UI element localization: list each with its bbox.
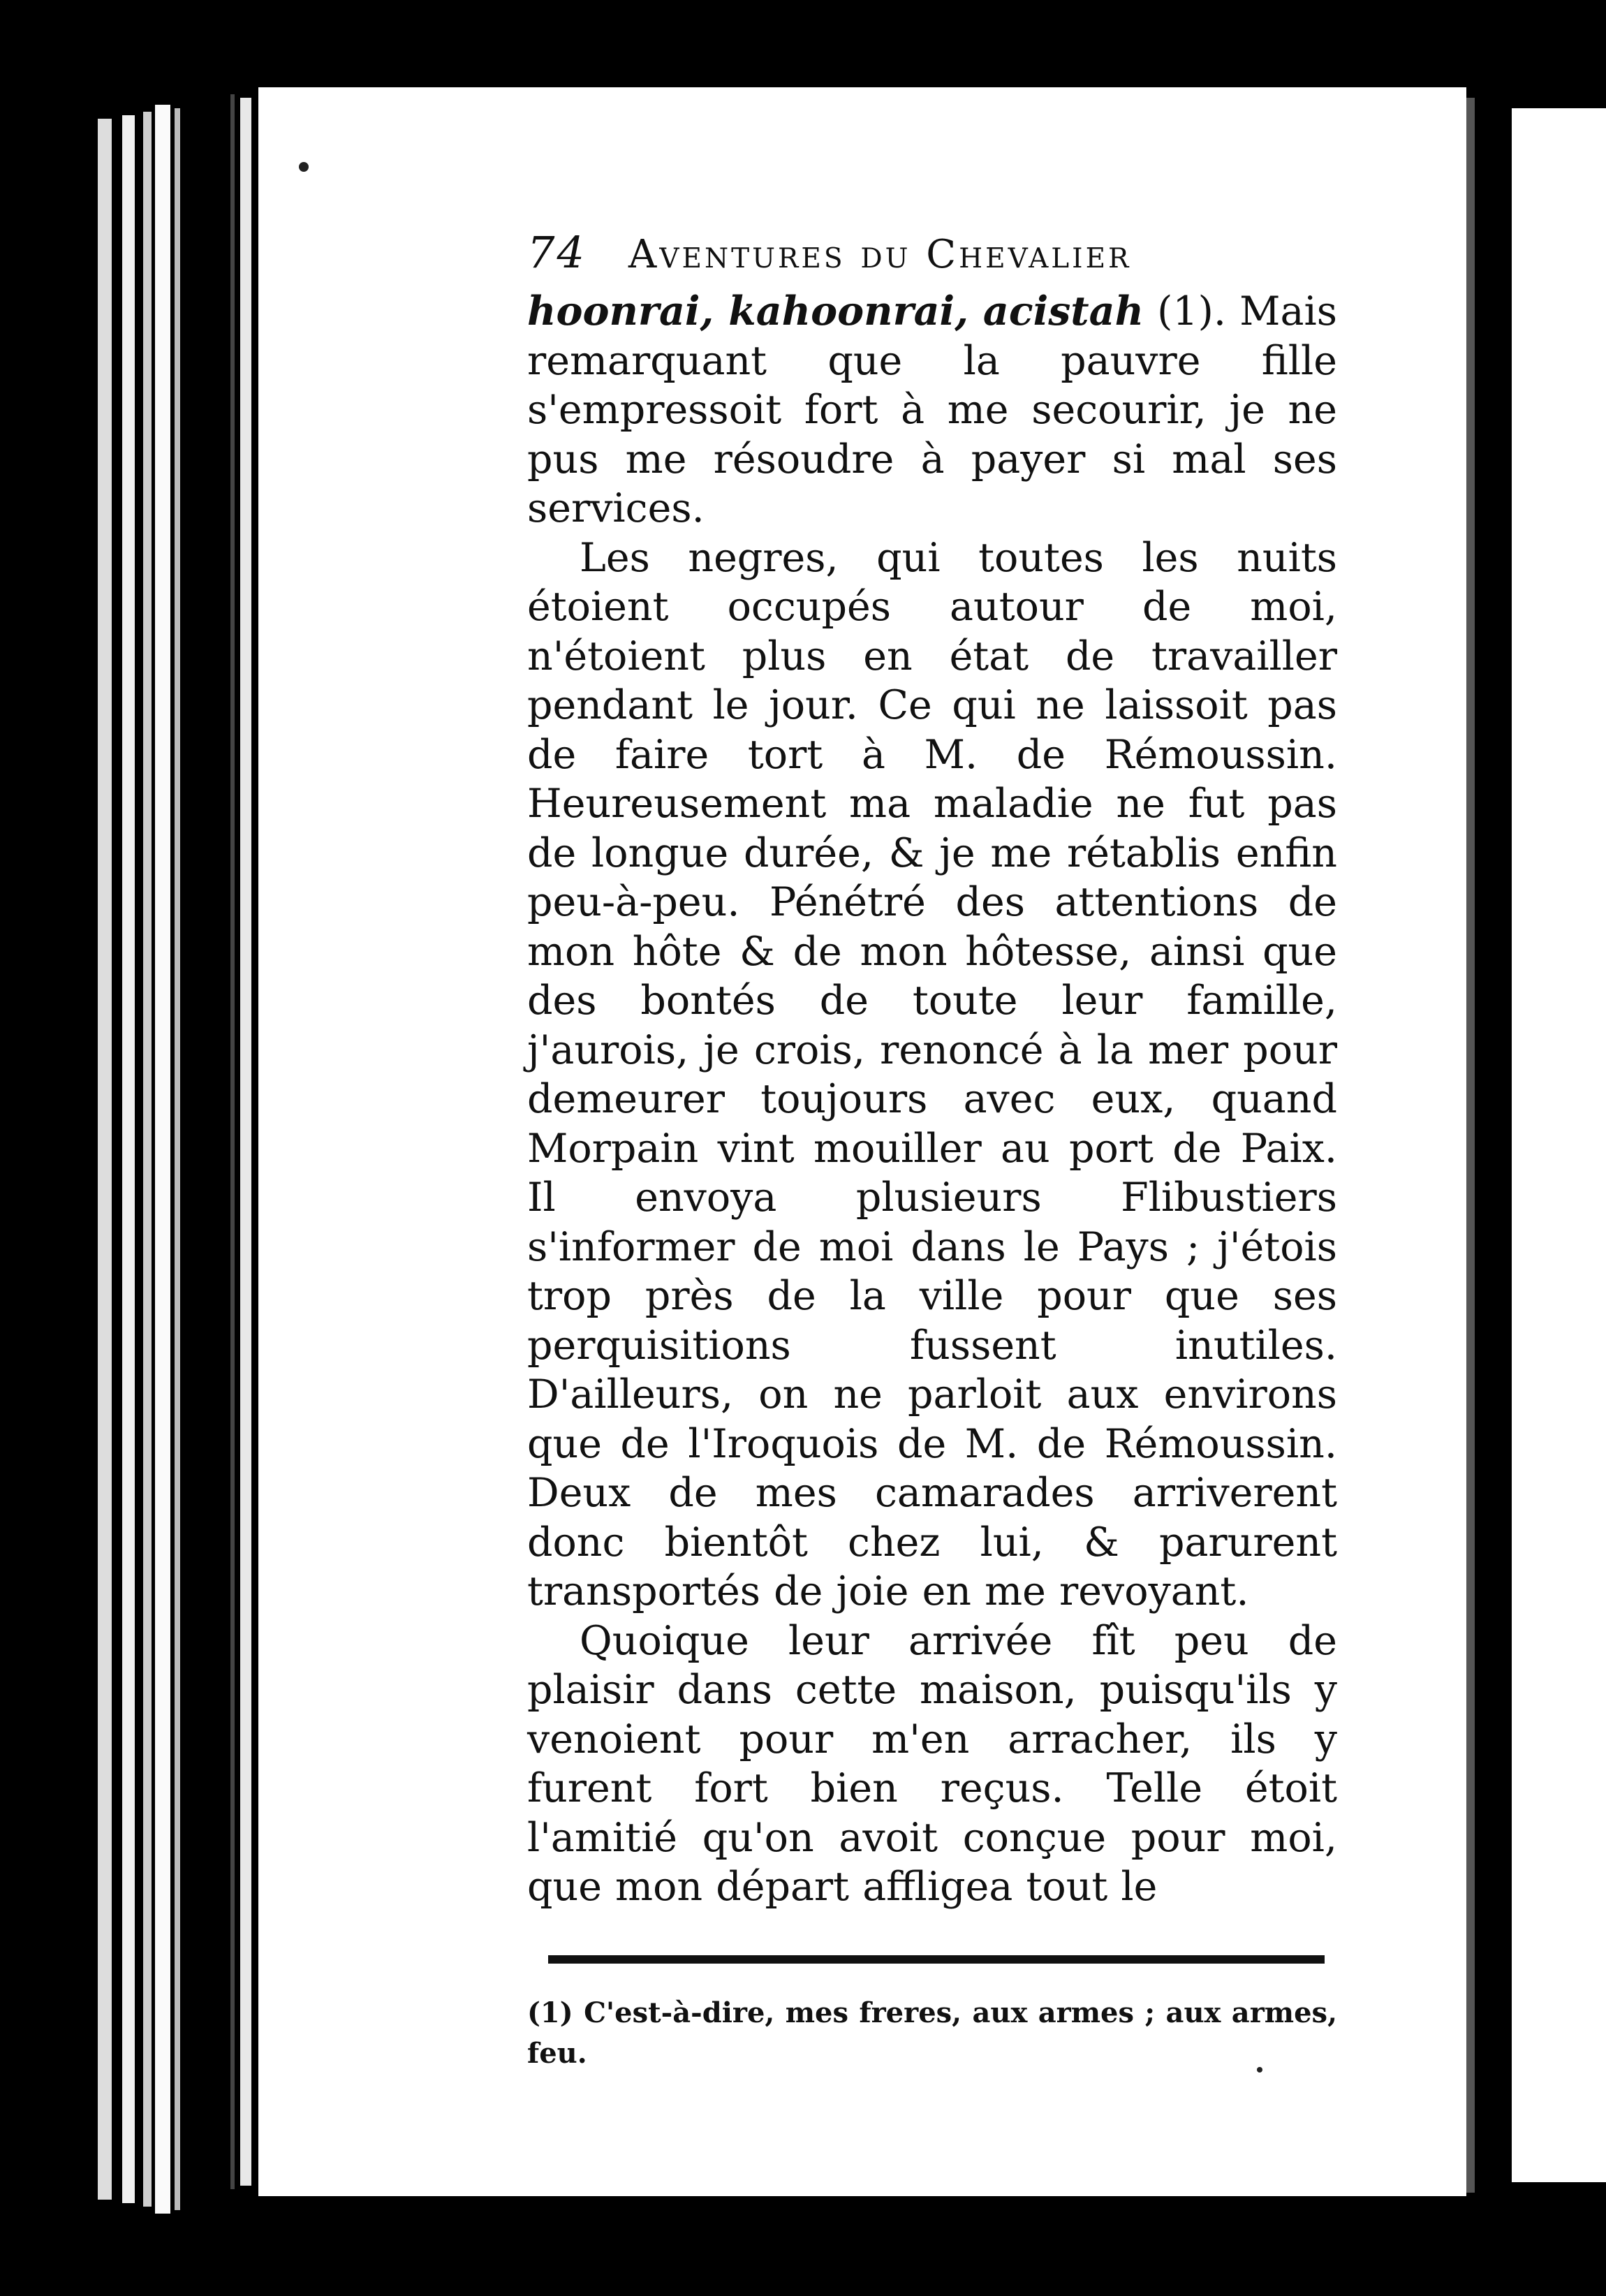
page-number: 74 [527, 227, 587, 278]
page-edge [122, 115, 135, 2203]
running-title: Aventures du Chevalier [628, 232, 1132, 277]
page-edge [98, 119, 112, 2200]
paragraph-1-text: (1). Mais remarquant que la pauvre fille s'empressoit fort à me secourir, je ne pus me résoudre à payer si mal ses services. [527, 288, 1337, 531]
running-header [527, 227, 1337, 287]
page-text-block [527, 227, 1337, 2074]
ink-speck [299, 162, 309, 172]
footnote-rule [548, 1955, 1325, 1964]
facing-page [1512, 108, 1606, 2182]
page-edge [240, 98, 251, 2186]
facing-page-mark: 0 [1564, 175, 1578, 199]
page-edge [175, 108, 180, 2210]
footnote: (1) C'est-à-dire, mes freres, aux armes ; aux armes, feu. [527, 1996, 1337, 2070]
iroquois-words: hoonrai, kahoonrai, acistah [527, 288, 1144, 334]
page-edge [230, 94, 235, 2189]
page-gutter-shadow [1466, 98, 1475, 2193]
paragraph-3: Quoique leur arrivée fît peu de plaisir dans cette maison, puisqu'ils y venoient pour m'en arracher, ils y furent fort bien reçus. Telle étoit l'amitié qu'on avoit conçue pour moi, que mon départ affligea tout le [527, 1617, 1337, 1910]
body-text [527, 287, 1337, 1912]
page-edge [143, 112, 152, 2207]
paragraph-2: Les negres, qui toutes les nuits étoient occupés autour de moi, n'étoient plus en état de travailler pendant le jour. Ce qui ne laissoit pas de faire tort à M. de Rémoussin. Heureusement ma maladie ne fut pas de longue durée, & je me rétablis enfin peu-à-peu. Pénétré des attentions de mon hôte & de mon hôtesse, ainsi que des bontés de toute leur famille, j'aurois, je crois, renoncé à la mer pour demeurer toujours avec eux, quand Morpain vint mouiller au port de Paix. Il envoya plusieurs Flibustiers s'informer de moi dans le Pays ; j'étois trop près de la ville pour que ses perquisitions fussent inutiles. D'ailleurs, on ne parloit aux environs que de l'Iroquois de M. de Rémoussin. Deux de mes camarades arriverent donc bientôt chez lui, & parurent transportés de joie en me revoyant. [527, 534, 1337, 1614]
paragraph-1 [527, 287, 1337, 533]
page-edge [155, 105, 170, 2214]
